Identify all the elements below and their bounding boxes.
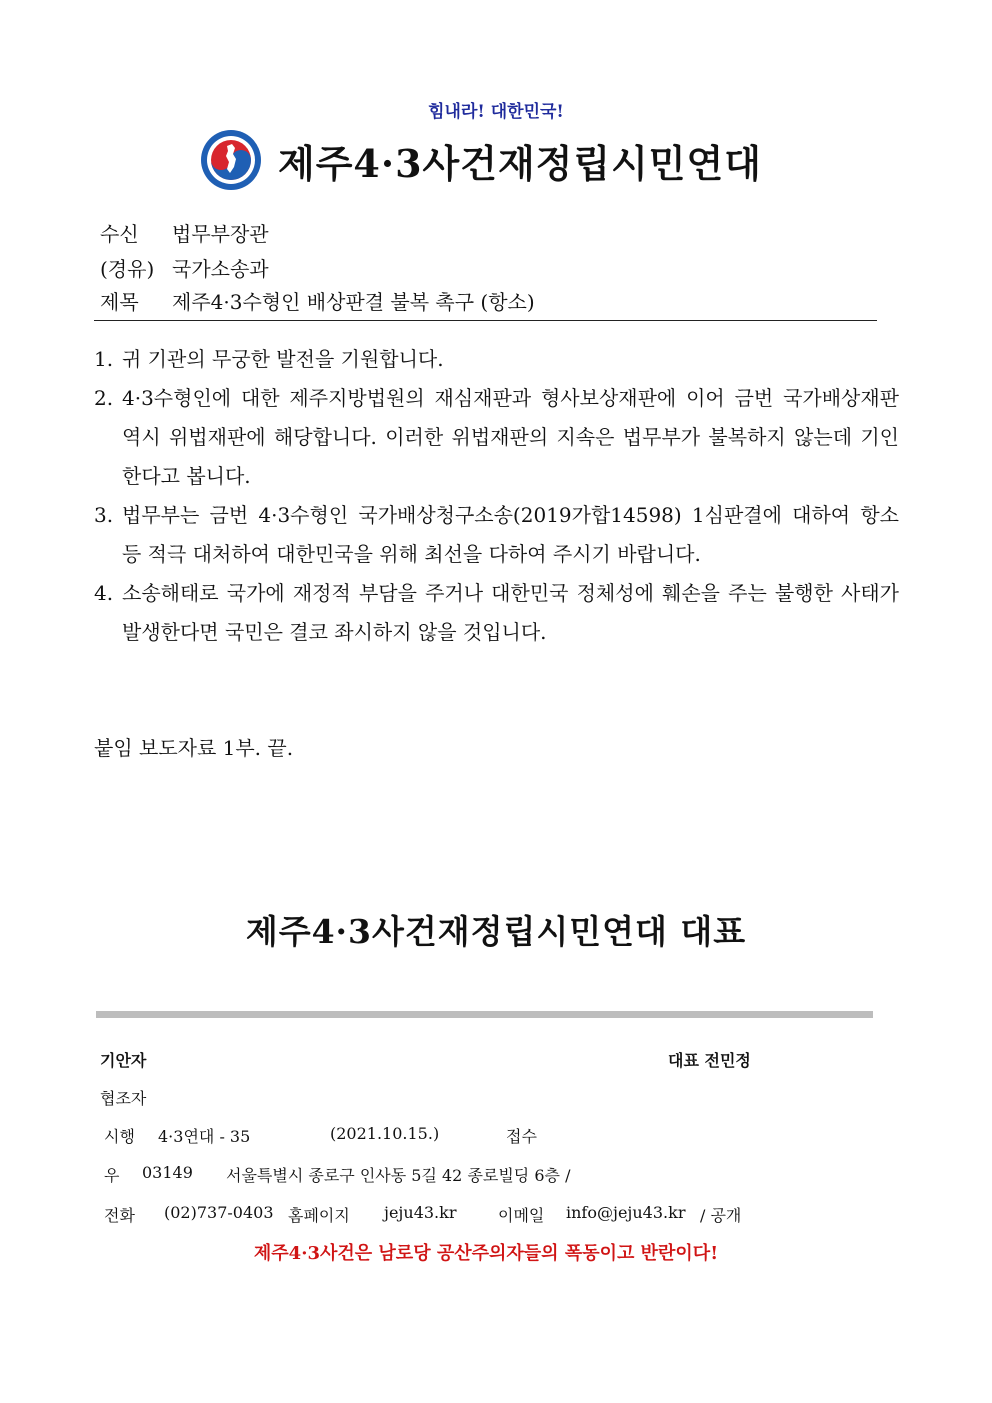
enforce-number: 4·3연대 - 35 xyxy=(158,1127,251,1146)
list-item-number: 3. xyxy=(94,503,114,527)
list-item-number: 4. xyxy=(94,581,114,605)
list-item-text: 귀 기관의 무궁한 발전을 기원합니다. xyxy=(122,347,444,371)
list-item-text: 법무부는 금번 4·3수형인 국가배상청구소송(2019가합14598) 1심판결에 대하여 항소 등 적극 대처하여 대한민국을 위해 최선을 다하여 주시기 바랍니다. xyxy=(122,503,899,566)
email-link[interactable]: info@jeju43.kr xyxy=(566,1203,686,1222)
phone-label: 전화 xyxy=(104,1206,135,1225)
via-value: 국가소송과 xyxy=(172,257,269,281)
letterhead xyxy=(200,128,762,192)
homepage-link[interactable]: jeju43.kr xyxy=(384,1203,457,1222)
drafter-label: 기안자 xyxy=(100,1051,147,1070)
list-item-number: 1. xyxy=(94,347,114,371)
organization-logo-icon xyxy=(200,129,262,191)
recipient-row xyxy=(100,218,269,247)
list-item-text: 소송해태로 국가에 재정적 부담을 주거나 대한민국 정체성에 훼손을 주는 불행한 사태가 발생한다면 국민은 결코 좌시하지 않을 것입니다. xyxy=(122,581,899,644)
signature: 제주4·3사건재정립시민연대 대표 xyxy=(245,912,747,951)
address: 서울특별시 종로구 인사동 5길 42 종로빌딩 6층 / xyxy=(226,1166,571,1185)
recipient-value: 법무부장관 xyxy=(172,222,269,246)
phone-number: (02)737-0403 xyxy=(164,1203,274,1222)
postal-code: 03149 xyxy=(142,1163,193,1182)
list-item xyxy=(94,379,899,496)
email-label: 이메일 xyxy=(498,1206,545,1225)
organization-name: 제주4·3사건재정립시민연대 xyxy=(278,140,762,186)
recipient-label: 수신 xyxy=(100,222,139,246)
slogan: 힘내라! 대한민국! xyxy=(428,102,564,122)
body-list xyxy=(94,340,899,652)
list-item-text: 4·3수형인에 대한 제주지방법원의 재심재판과 형사보상재판에 이어 금번 국가배상재판 역시 위법재판에 해당합니다. 이러한 위법재판의 지속은 법무부가 불복하지 않는데 기인한다고 봅니다. xyxy=(122,386,899,488)
enforce-date: (2021.10.15.) xyxy=(330,1124,440,1143)
via-row xyxy=(100,253,269,282)
postal-label: 우 xyxy=(104,1166,120,1185)
enforce-label: 시행 xyxy=(104,1127,135,1146)
subject-value: 제주4·3수형인 배상판결 불복 촉구 (항소) xyxy=(172,290,535,314)
subject-row xyxy=(100,286,535,315)
representative: 대표 전민정 xyxy=(668,1051,751,1070)
list-item-number: 2. xyxy=(94,386,114,410)
via-label: (경유) xyxy=(100,257,155,281)
homepage-label: 홈페이지 xyxy=(288,1206,350,1225)
list-item xyxy=(94,340,899,379)
list-item xyxy=(94,496,899,574)
disclosure-status: / 공개 xyxy=(700,1206,742,1225)
attachment-note: 붙임 보도자료 1부. 끝. xyxy=(94,736,294,760)
cooperator-label: 협조자 xyxy=(100,1089,147,1108)
receipt-label: 접수 xyxy=(506,1127,537,1146)
header-divider xyxy=(94,320,877,321)
subject-label: 제목 xyxy=(100,290,139,314)
footer-divider xyxy=(96,1011,873,1018)
list-item xyxy=(94,574,899,652)
footer-slogan: 제주4·3사건은 남로당 공산주의자들의 폭동이고 반란이다! xyxy=(253,1243,719,1264)
